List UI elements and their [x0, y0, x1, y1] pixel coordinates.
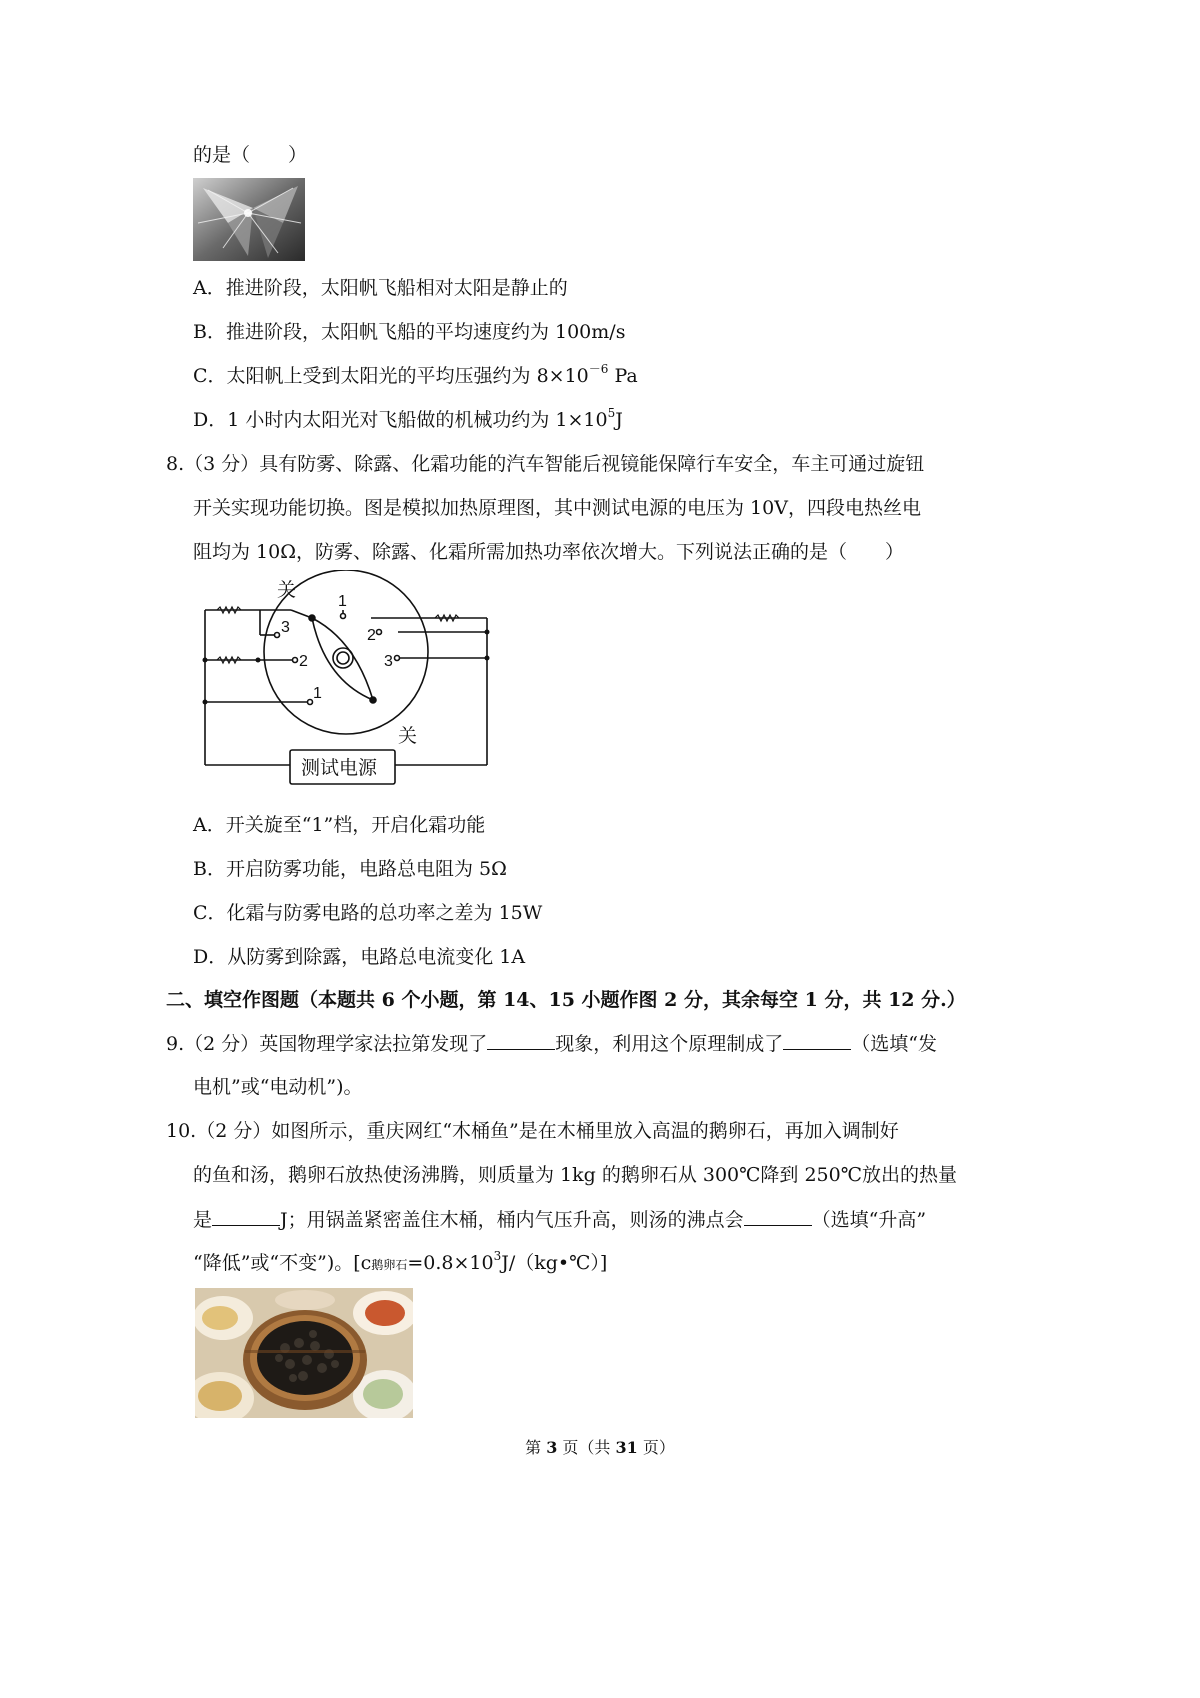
q8-option-c[interactable]: C．化霜与防雾电路的总功率之差为 15W [193, 902, 543, 924]
terminal-right-2: 2 [367, 627, 376, 644]
q8-option-a[interactable]: A．开关旋至“1”档，开启化霜功能 [193, 814, 486, 836]
q9-blank-2[interactable] [783, 1031, 851, 1050]
q7-option-b[interactable]: B．推进阶段，太阳帆飞船的平均速度约为 100m/s [193, 321, 626, 343]
knob-center-inner [337, 652, 349, 664]
terminal-left-2: 2 [299, 653, 308, 670]
terminal-right-1: 1 [338, 593, 347, 610]
q9-line-1: 9.（2 分）英国物理学家法拉第发现了 现象，利用这个原理制成了 （选填“发 [166, 1033, 937, 1055]
page-footer: 第 3 页（共 31 页） [525, 1438, 675, 1457]
heating-circuit-diagram [195, 570, 505, 795]
q8-stem-line-1: 8.（3 分）具有防雾、除露、化霜功能的汽车智能后视镜能保障行车安全，车主可通过旋钮 [166, 453, 925, 475]
q10-blank-2[interactable] [744, 1207, 812, 1226]
q10-line-4: “降低”或“不变”)。[c鹅卵石$=0.8\times 10^3J/(kg•℃)$] [193, 1249, 608, 1274]
total-pages: 31 [615, 1438, 638, 1457]
q9-blank-1[interactable] [487, 1031, 555, 1050]
terminal-left-3: 3 [281, 619, 290, 636]
off-label-bottom: 关 [398, 726, 418, 747]
off-label-top: 关 [277, 580, 297, 601]
power-source-label: 测试电源 [301, 758, 378, 779]
solar-sail-photo [193, 178, 305, 261]
q10-line-1: 10.（2 分）如图所示，重庆网红“木桶鱼”是在木桶里放入高温的鹅卵石，再加入调制好 [166, 1120, 899, 1142]
q9-line-2: 电机”或“电动机”)。 [193, 1076, 363, 1098]
page-number: 3 [546, 1438, 558, 1457]
terminal-left-1: 1 [313, 685, 322, 702]
q8-stem-line-2: 开关实现功能切换。图是模拟加热原理图，其中测试电源的电压为 10V，四段电热丝电 [193, 497, 921, 519]
terminal-right-3: 3 [384, 653, 393, 670]
q10-line-3: 是 J；用锅盖紧密盖住木桶，桶内气压升高，则汤的沸点会 （选填“升高” [193, 1209, 927, 1231]
knob-center-outer [333, 648, 353, 668]
q8-option-b[interactable]: B．开启防雾功能，电路总电阻为 5Ω [193, 858, 507, 880]
q7-question-tail: 的是（ ） [193, 144, 308, 166]
q7-option-c[interactable]: C．太阳帆上受到太阳光的平均压强约为 $8\times 10^{-6}$ Pa [193, 362, 638, 387]
wooden-bucket-fish-photo [195, 1288, 413, 1418]
q8-option-d[interactable]: D．从防雾到除露，电路总电流变化 1A [193, 946, 526, 968]
knob-contact-bottom [370, 697, 376, 703]
q10-line-2: 的鱼和汤，鹅卵石放热使汤沸腾，则质量为 1kg 的鹅卵石从 300℃降到 250℃放出的热量 [193, 1164, 957, 1186]
q7-option-d[interactable]: D．1 小时内太阳光对飞船做的机械功约为 $1\times 10^5J$ [193, 406, 623, 431]
q7-option-a[interactable]: A．推进阶段，太阳帆飞船相对太阳是静止的 [193, 277, 568, 299]
section-2-heading: 二、填空作图题（本题共 6 个小题，第 14、15 小题作图 2 分，其余每空 1 分，共 12 分.） [166, 989, 966, 1011]
q10-blank-1[interactable] [212, 1207, 280, 1226]
q8-stem-line-3: 阻均为 10Ω，防雾、除露、化霜所需加热功率依次增大。下列说法正确的是（ ） [193, 541, 904, 563]
